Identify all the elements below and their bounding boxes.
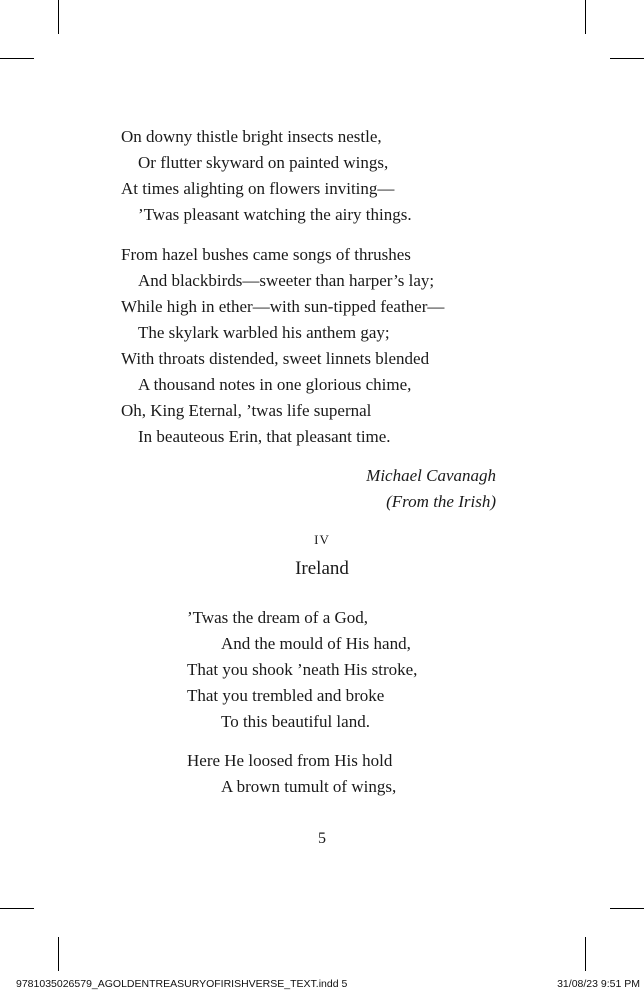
poem-number: IV [314, 532, 330, 547]
poem-line: That you shook ’neath His stroke, [187, 660, 418, 679]
poem-line: That you trembled and broke [187, 686, 385, 705]
poem-line: Or flutter skyward on painted wings, [138, 153, 389, 172]
poem-line: While high in ether—with sun-tipped feather— [121, 297, 445, 316]
poem-line: The skylark warbled his anthem gay; [138, 323, 390, 342]
poem-line: A thousand notes in one glorious chime, [138, 375, 412, 394]
poem-line: From hazel bushes came songs of thrushes [121, 245, 411, 264]
crop-mark-left-top [0, 58, 34, 59]
crop-mark-bottom-left [58, 937, 59, 971]
crop-mark-right-top [610, 58, 644, 59]
crop-mark-top-left [58, 0, 59, 34]
poem-line: In beauteous Erin, that pleasant time. [138, 427, 391, 446]
print-slug-datetime: 31/08/23 9:51 PM [557, 978, 640, 990]
poem-line: And the mould of His hand, [221, 634, 411, 653]
poem-line: ’Twas the dream of a God, [187, 608, 369, 627]
poem-source: (From the Irish) [386, 492, 496, 511]
poem-line: To this beautiful land. [221, 712, 370, 731]
crop-mark-top-right [585, 0, 586, 34]
page-number: 5 [318, 830, 326, 847]
poem-line: On downy thistle bright insects nestle, [121, 127, 382, 146]
crop-mark-right-bottom [610, 908, 644, 909]
poem-line: With throats distended, sweet linnets blended [121, 349, 430, 368]
poem-line: Here He loosed from His hold [187, 751, 393, 770]
print-slug-file: 9781035026579_AGOLDENTREASURYOFIRISHVERSE_TEXT.indd 5 [16, 978, 348, 990]
poem-line: And blackbirds—sweeter than harper’s lay; [138, 271, 435, 290]
poem-line: ’Twas pleasant watching the airy things. [138, 205, 412, 224]
poem-author: Michael Cavanagh [366, 466, 496, 485]
poem-line: A brown tumult of wings, [221, 777, 397, 796]
poem-line: At times alighting on flowers inviting— [121, 179, 395, 198]
crop-mark-left-bottom [0, 908, 34, 909]
poem-title: Ireland [295, 558, 349, 579]
crop-mark-bottom-right [585, 937, 586, 971]
poem-line: Oh, King Eternal, ’twas life supernal [121, 401, 372, 420]
